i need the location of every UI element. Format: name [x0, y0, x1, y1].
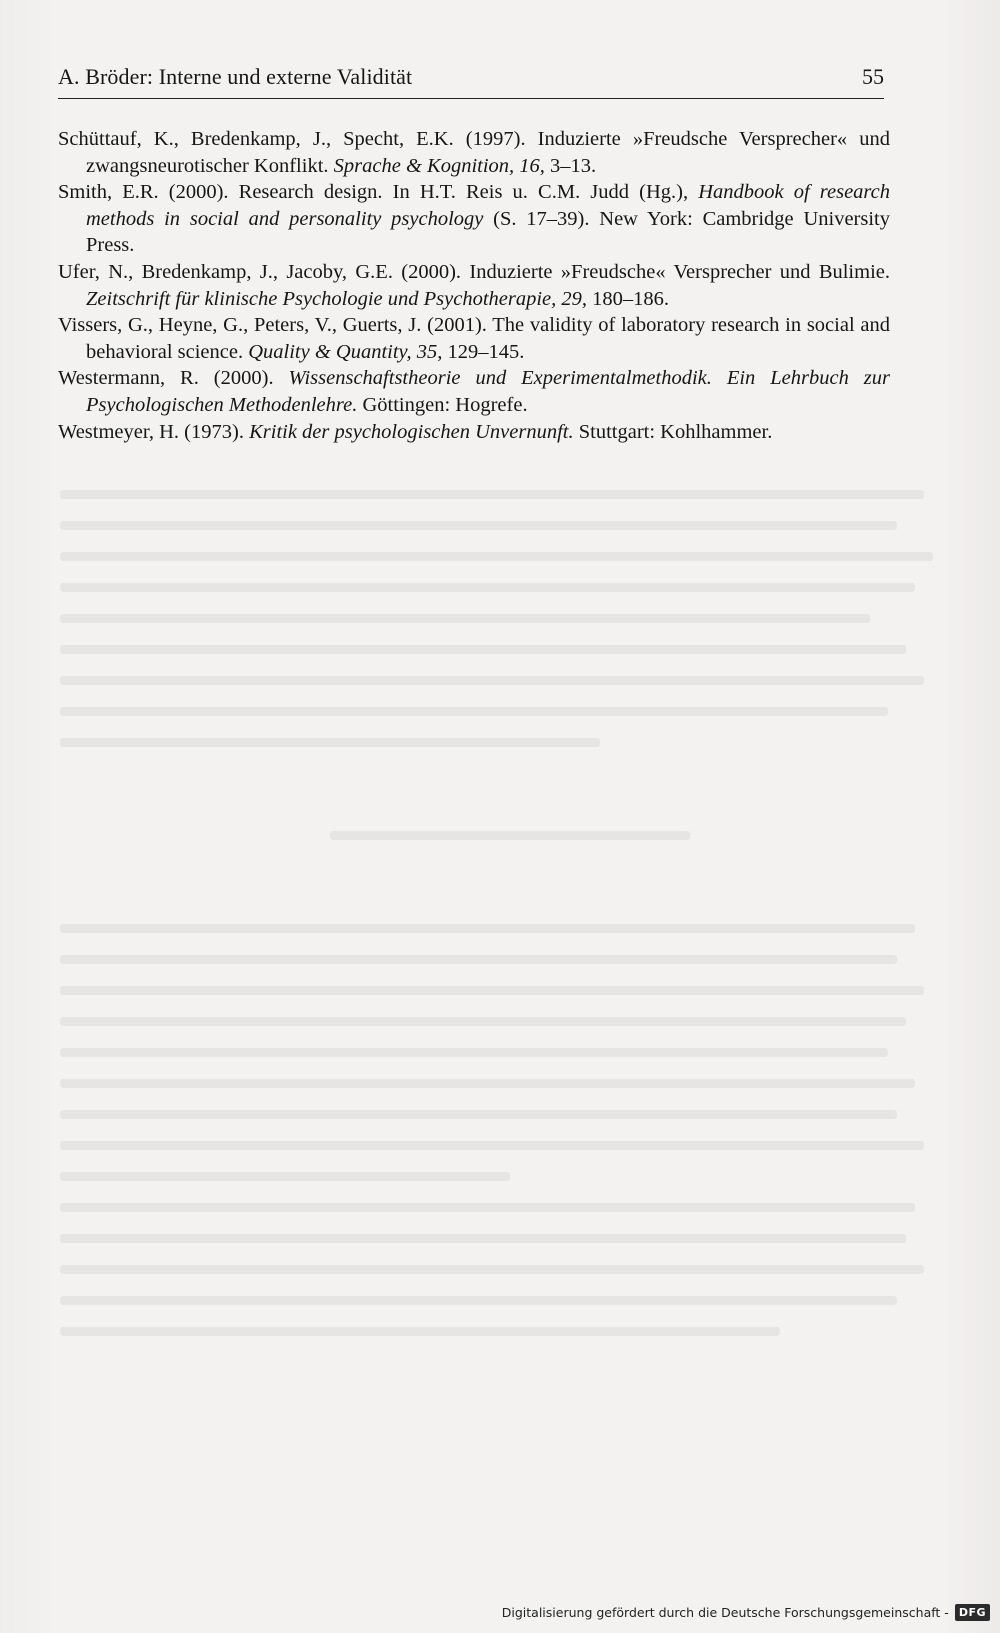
reference-entry [58, 179, 890, 259]
reference-entry [58, 419, 890, 446]
page-number: 55 [862, 64, 884, 89]
reference-entry [58, 312, 890, 365]
reference-pages-publisher: (S. 17–39). New York: Cambridge University Press. [86, 207, 890, 257]
reference-source: Sprache & Kognition, 16, [333, 154, 545, 177]
reference-authors-title: Smith, E.R. (2000). Research design. In H.T. Reis u. C.M. Judd (Hg.), [58, 181, 699, 204]
dfg-logo: DFG [955, 1604, 990, 1621]
reference-pages-publisher: Stuttgart: Kohlhammer. [573, 420, 773, 443]
reference-source: Quality & Quantity, 35, [248, 340, 443, 363]
reference-authors-title: Westermann, R. (2000). [58, 367, 289, 390]
reference-authors-title: Schüttauf, K., Bredenkamp, J., Specht, E.K. (1997). Induzierte »Freudsche Versprecher« und zwangsneurotischer Konflikt. [58, 128, 890, 177]
reference-list [58, 126, 890, 445]
running-header [58, 64, 884, 99]
reference-authors-title: Vissers, G., Heyne, G., Peters, V., Guerts, J. (2001). The validity of laboratory research in social and behavioral science. [58, 314, 890, 363]
bleed-through-text [60, 490, 960, 1490]
reference-source: Zeitschrift für klinische Psychologie und Psychotherapie, 29, [86, 287, 588, 310]
footer-text: Digitalisierung gefördert durch die Deutsche Forschungsgemeinschaft - [501, 1604, 949, 1620]
reference-pages-publisher: 129–145. [442, 340, 525, 363]
reference-authors-title: Ufer, N., Bredenkamp, J., Jacoby, G.E. (2000). Induzierte »Freudsche« Versprecher und Bulimie. [58, 260, 890, 283]
reference-entry [58, 259, 890, 312]
reference-authors-title: Westmeyer, H. (1973). [58, 420, 250, 443]
digitization-footer [502, 1601, 990, 1623]
reference-entry [58, 126, 890, 179]
reference-pages-publisher: 3–13. [544, 154, 597, 177]
reference-source: Wissenschaftstheorie und Experimentalmethodik. Ein Lehrbuch zur Psychologischen Methodenlehre. [86, 367, 890, 416]
reference-entry [58, 365, 890, 418]
reference-source: Handbook of research methods in social and personality psychology [86, 181, 890, 230]
reference-pages-publisher: Göttingen: Hogrefe. [357, 393, 528, 416]
running-title: A. Bröder: Interne und externe Validität [58, 64, 413, 89]
reference-pages-publisher: 180–186. [587, 287, 670, 310]
reference-source: Kritik der psychologischen Unvernunft. [249, 420, 574, 443]
